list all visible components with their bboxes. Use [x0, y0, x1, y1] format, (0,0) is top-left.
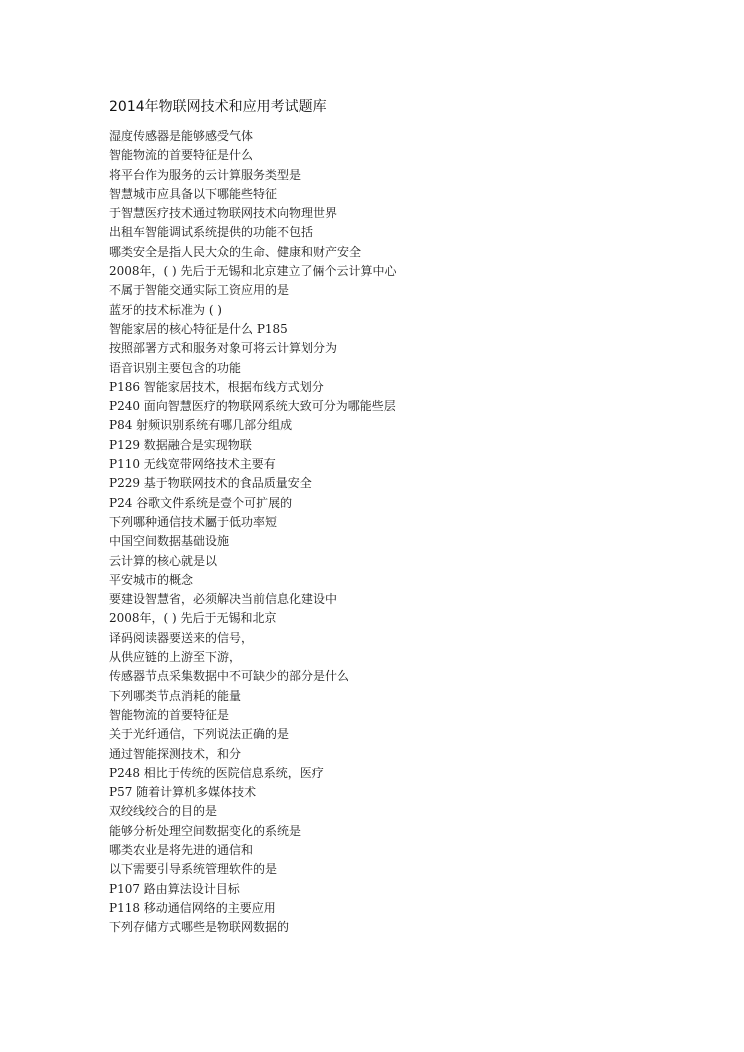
question-line: 云计算的核心就是以 — [109, 553, 218, 568]
question-line: 下列哪种通信技术屬于低功率短 — [109, 514, 278, 529]
question-line: 2008年，( ) 先后于无锡和北京建立了倆个云计算中心 — [109, 264, 397, 279]
question-line: 从供应链的上游至下游， — [109, 650, 242, 665]
question-line: P240 面向智慧医疗的物联网系统大致可分为哪能些层 — [109, 399, 396, 414]
question-line: P107 路由算法设计目标 — [109, 881, 240, 896]
question-line: 下列存储方式哪些是物联网数据的 — [109, 920, 290, 935]
question-line: 传感器节点采集数据中不可缺少的部分是什么 — [109, 669, 350, 684]
question-line: 要建设智慧省，必须解决当前信息化建设中 — [109, 592, 338, 607]
question-line: 通过智能探测技术，和分 — [109, 746, 242, 761]
question-line: P24 谷歌文件系统是壹个可扩展的 — [109, 495, 293, 510]
question-line: 智能家居的核心特征是什么 P185 — [109, 321, 288, 336]
question-line: P129 数据融合是实现物联 — [109, 437, 252, 452]
question-line: 平安城市的概念 — [109, 572, 194, 587]
question-line: 湿度传感器是能够感受气体 — [109, 129, 254, 143]
question-line: 智能物流的首要特征是 — [109, 707, 230, 722]
document-title: 2014年物联网技术和应用考试题库 — [109, 99, 327, 115]
question-list — [109, 127, 397, 937]
question-line: 下列哪类节点消耗的能量 — [109, 688, 242, 703]
question-line: P110 无线宽带网络技术主要有 — [109, 457, 276, 472]
question-line: 于智慧医疗技术通过物联网技术向物理世界 — [109, 206, 338, 221]
question-line: 出租车智能调试系统提供的功能不包括 — [109, 225, 314, 240]
question-line: P118 移动通信网络的主要应用 — [109, 900, 276, 915]
question-line: 2008年，( ) 先后于无锡和北京 — [109, 611, 277, 626]
question-line: 关于光纤通信，下列说法正确的是 — [109, 727, 290, 742]
question-line: 以下需要引导系统管理软件的是 — [109, 862, 278, 877]
question-line: P84 射频识别系统有哪几部分组成 — [109, 418, 293, 433]
question-line: 智能物流的首要特征是什么 — [109, 148, 254, 163]
question-line: 语音识别主要包含的功能 — [109, 360, 242, 375]
question-line: 按照部署方式和服务对象可将云计算划分为 — [109, 341, 338, 356]
question-line: 将平台作为服务的云计算服务类型是 — [109, 167, 302, 182]
question-line: 中国空间数据基础设施 — [109, 534, 230, 549]
question-line: P229 基于物联网技术的食品质量安全 — [109, 476, 312, 491]
question-line: 译码阅读器要送来的信号， — [109, 630, 254, 645]
question-line: 双绞线绞合的目的是 — [109, 804, 218, 819]
question-line: P57 随着计算机多媒体技术 — [109, 785, 257, 800]
question-line: P186 智能家居技术，根据布线方式划分 — [109, 379, 324, 394]
question-line: 能够分析处理空间数据变化的系统是 — [109, 823, 302, 838]
question-line: 智慧城市应具备以下哪能些特征 — [109, 186, 278, 201]
question-line: 哪类安全是指人民大众的生命、健康和财产安全 — [109, 244, 362, 259]
question-line: 哪类农业是将先进的通信和 — [109, 842, 254, 857]
question-line: 不属于智能交通实际工资应用的是 — [109, 283, 290, 298]
question-line: 蓝牙的技术标准为 ( ) — [109, 302, 222, 317]
question-line: P248 相比于传统的医院信息系统，医疗 — [109, 765, 324, 780]
